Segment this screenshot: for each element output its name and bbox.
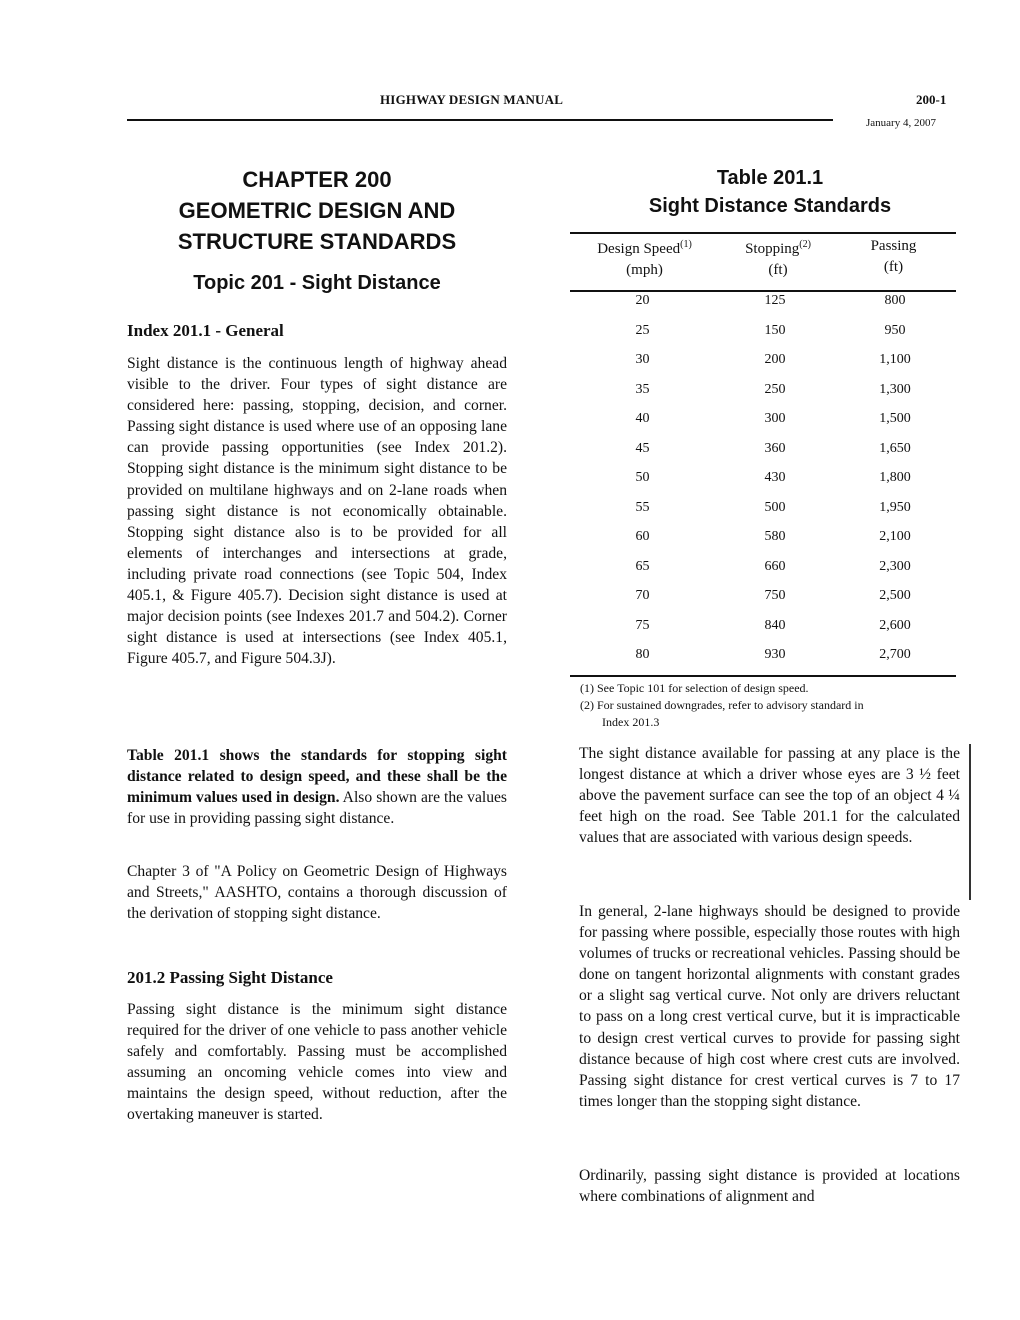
cell-passing: 950	[884, 322, 906, 338]
chapter-heading-line-3: STRUCTURE STANDARDS	[177, 229, 457, 254]
cell-stopping: 430	[764, 470, 786, 485]
col-header-passing-unit: (ft)	[883, 259, 904, 275]
cell-passing: 2,700	[879, 647, 911, 662]
table-row	[570, 559, 956, 589]
table-row	[570, 470, 956, 500]
cell-passing: 1,100	[879, 352, 911, 367]
cell-speed: 45	[635, 440, 650, 456]
cell-passing: 1,300	[879, 381, 911, 397]
table-row	[570, 529, 956, 559]
cell-speed: 40	[635, 411, 650, 426]
table-row	[570, 647, 956, 677]
cell-stopping: 200	[764, 352, 786, 367]
revision-date: January 4, 2007	[866, 117, 936, 129]
table-header-rule	[570, 290, 956, 292]
revision-bar	[969, 744, 971, 900]
cell-stopping: 250	[764, 381, 786, 397]
passing-visibility-paragraph: The sight distance available for passing at any place is the longest distance at which a driver whose eyes are 3 ½ feet above the pavement surface can see the top of an object 4 ¼ feet high on the road. See Table 201.1 for the calculated values that are associated with various design speeds.	[579, 745, 960, 847]
col-header-speed-note: (1)	[680, 239, 692, 250]
col-header-passing-label: Passing	[870, 238, 917, 254]
table-row	[570, 293, 956, 323]
general-paragraph: Sight distance is the continuous length of highway ahead visible to the driver. Four types of sight distance are considered here: passing, stopping, decision, and corner. Passing sight distance is used where use of an opposing lane can provide passing opportunities (see Index 201.2). Stopping sight distance is the minimum sight distance to be provided on multilane highways and on 2-lane roads when passing sight distance is not economically obtainable. Stopping sight distance also is to be provided for all elements of interchanges and intersections at grade, including private road connections (see Topic 504, Index 405.1, & Figure 405.7). Decision sight distance is used at major decision points (see Indexes 201.7 and 504.2). Corner sight distance is used at intersections (see Index 405.1, Figure 405.7, and Figure 504.3J).	[127, 355, 507, 668]
cell-speed: 30	[635, 352, 650, 367]
chapter-heading	[127, 164, 507, 257]
passing-definition-paragraph: Passing sight distance is the minimum sight distance required for the driver of one vehicle to pass another vehicle safely and comfortably. Passing must be accomplished assuming an oncoming vehicle comes into view and maintains the design speed, without reduction, after the overtaking maneuver is started.	[127, 1001, 507, 1124]
cell-passing: 1,800	[879, 470, 911, 485]
table-note-2-cont: Index 201.3	[602, 715, 660, 729]
running-header-title: HIGHWAY DESIGN MANUAL	[380, 92, 564, 107]
cell-passing: 2,600	[879, 617, 911, 633]
cell-stopping: 300	[764, 411, 786, 426]
cell-stopping: 660	[764, 558, 786, 574]
cell-passing: 800	[884, 293, 906, 308]
section-heading: 201.2 Passing Sight Distance	[127, 968, 333, 987]
cell-speed: 20	[635, 293, 650, 308]
col-header-speed-label: Design Speed	[597, 241, 681, 257]
cell-stopping: 125	[764, 293, 786, 308]
cell-stopping: 580	[764, 529, 786, 544]
cell-stopping: 500	[764, 499, 786, 515]
cell-stopping: 150	[764, 322, 786, 338]
cell-speed: 80	[635, 647, 650, 662]
col-header-passing	[836, 236, 951, 278]
standards-paragraph-rest: Also shown are the values for use in providing passing sight distance.	[127, 789, 507, 828]
table-row	[570, 618, 956, 648]
table-row	[570, 382, 956, 412]
table-note-2: (2) For sustained downgrades, refer to advisory standard in	[580, 698, 864, 712]
table-note-1: (1) See Topic 101 for selection of design speed.	[580, 681, 809, 695]
table-bottom-rule	[570, 675, 956, 677]
two-lane-paragraph: In general, 2-lane highways should be designed to provide for passing where possible, especially those routes with high volumes of trucks or recreational vehicles. Passing should be done on tangent horizontal alignments with constant grades or a slight sag vertical curve. Not only are drivers reluctant to pass on a long crest vertical curve, but it is impracticable to design crest vertical curves to provide for passing sight distance because of high cost where crest cuts are involved. Passing sight distance for crest vertical curves is 7 to 17 times longer than the stopping sight distance.	[579, 903, 960, 1110]
ordinarily-paragraph: Ordinarily, passing sight distance is provided at locations where combinations of alignment and	[579, 1167, 960, 1206]
cell-passing: 2,300	[879, 558, 911, 574]
table-row	[570, 441, 956, 471]
standards-paragraph	[127, 745, 507, 829]
col-header-stopping-unit: (ft)	[768, 262, 788, 278]
table-caption: Sight Distance Standards	[648, 195, 892, 217]
cell-stopping: 750	[764, 588, 786, 603]
table-row	[570, 323, 956, 353]
table-row	[570, 500, 956, 530]
col-header-speed	[572, 239, 717, 281]
col-header-speed-unit: (mph)	[626, 262, 663, 278]
cell-speed: 25	[635, 322, 650, 338]
header-rule	[127, 119, 833, 121]
cell-speed: 65	[635, 558, 650, 574]
cell-speed: 55	[635, 499, 650, 515]
col-header-stopping	[718, 239, 838, 281]
table-title	[570, 164, 970, 220]
cell-passing: 1,950	[879, 499, 911, 515]
table-row	[570, 588, 956, 618]
chapter-heading-line-2: GEOMETRIC DESIGN AND	[178, 198, 456, 223]
cell-speed: 70	[635, 588, 650, 603]
chapter-heading-line-1: CHAPTER 200	[242, 167, 392, 192]
table-number: Table 201.1	[716, 167, 824, 189]
index-heading: Index 201.1 - General	[127, 321, 284, 340]
cell-passing: 1,650	[879, 440, 911, 456]
table-top-rule	[570, 232, 956, 234]
standards-paragraph-bold: Table 201.1 shows the standards for stopping sight distance related to design speed, and these shall be the minimum values used in design.	[127, 747, 507, 807]
col-header-stopping-label: Stopping	[745, 241, 800, 257]
cell-speed: 60	[635, 529, 650, 544]
table-row	[570, 352, 956, 382]
page-number: 200-1	[916, 92, 947, 107]
topic-heading: Topic 201 - Sight Distance	[193, 272, 441, 294]
cell-stopping: 360	[764, 440, 786, 456]
cell-speed: 50	[635, 470, 650, 485]
cell-passing: 2,100	[879, 529, 911, 544]
cell-stopping: 840	[764, 617, 786, 633]
cell-passing: 1,500	[879, 411, 911, 426]
table-row	[570, 411, 956, 441]
cell-stopping: 930	[764, 647, 786, 662]
col-header-stopping-note: (2)	[799, 239, 811, 250]
aashto-paragraph: Chapter 3 of "A Policy on Geometric Design of Highways and Streets," AASHTO, contains a thorough discussion of the derivation of stopping sight distance.	[127, 863, 507, 923]
cell-passing: 2,500	[879, 588, 911, 603]
cell-speed: 35	[635, 381, 650, 397]
cell-speed: 75	[635, 617, 650, 633]
